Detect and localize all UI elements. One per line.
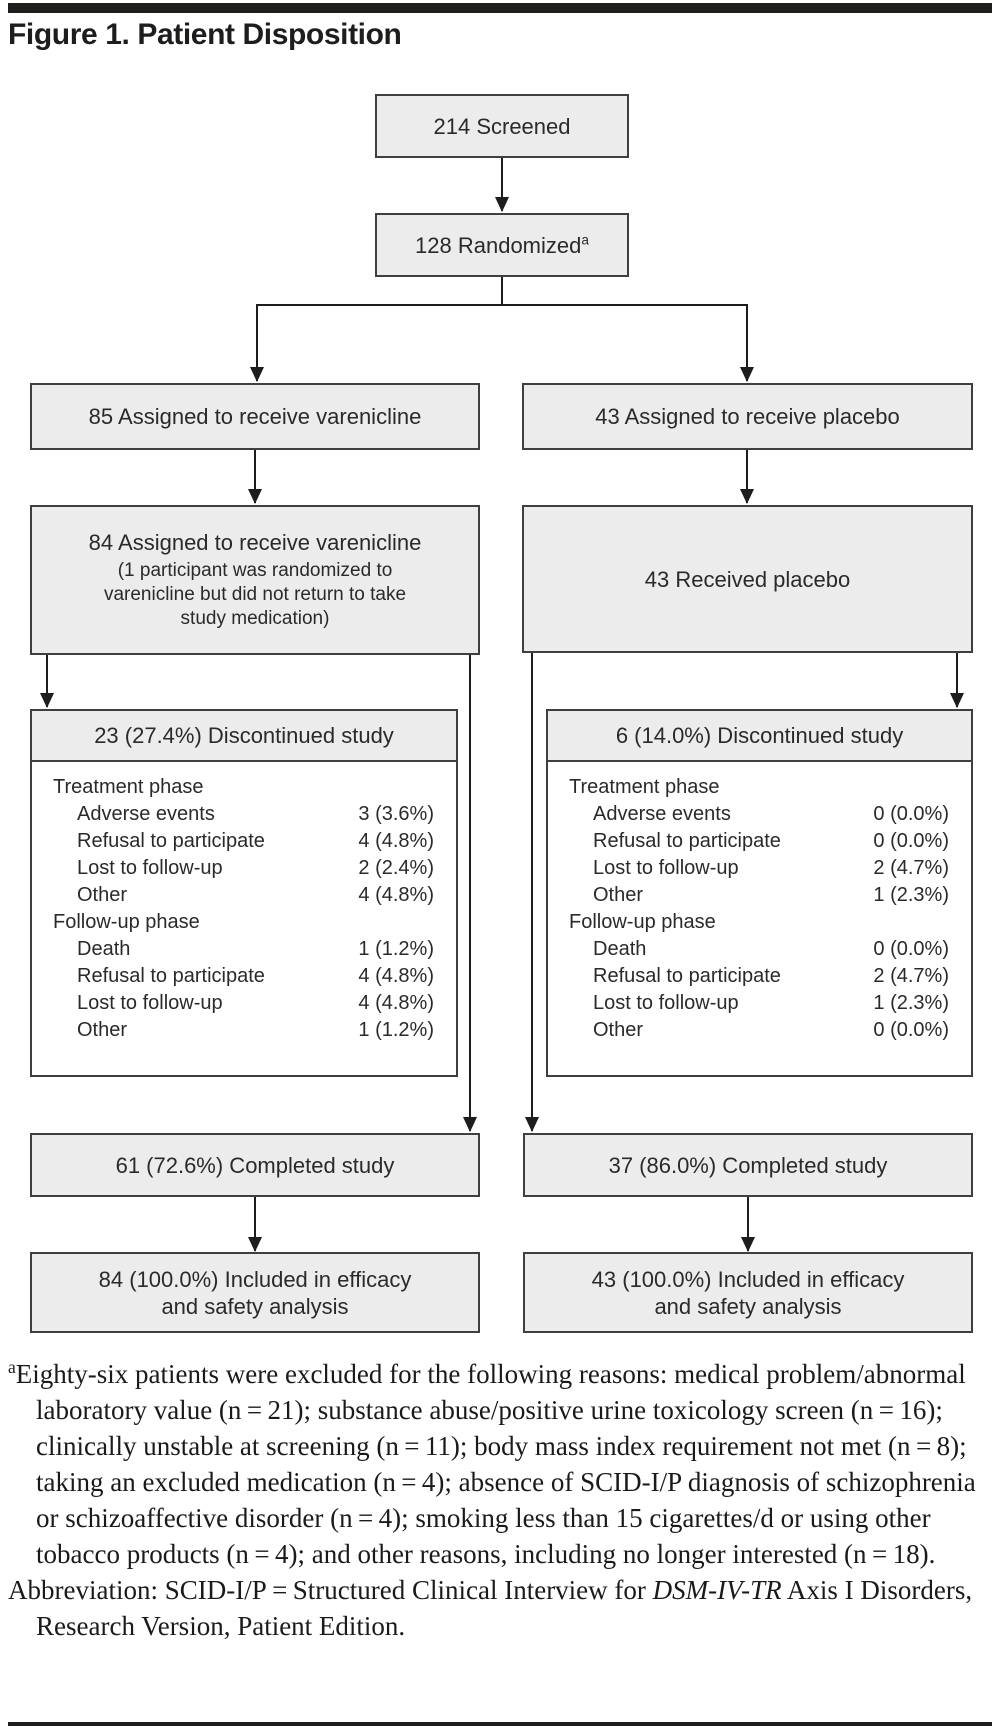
phase-label: Treatment phase bbox=[53, 776, 204, 798]
reason-value: 4 (4.8%) bbox=[358, 965, 434, 987]
reason-value: 0 (0.0%) bbox=[873, 938, 949, 960]
reason-row bbox=[53, 882, 434, 909]
randomized-text: 128 Randomized bbox=[415, 232, 582, 258]
connector-stem bbox=[501, 277, 503, 306]
footnote-text: Eighty-six patients were excluded for the following reasons: medical problem/abnormal laboratory value (n = 21); substance abuse/positive urine toxicology screen (n = 16); clinically unstable at screening (n = 11); body mass index requirement not met (n = 8); taking an excluded medication (n = 4); absence of SCID-I/P diagnosis of schizophrenia or schizoaffective disorder (n = 4); smoking less than 15 cigarettes/d or using other tobacco products (n = 4); and other reasons, including no longer interested (n = 18). bbox=[15, 1359, 976, 1569]
box-included-placebo-content bbox=[525, 1266, 971, 1320]
arrow-down-icon bbox=[746, 304, 748, 381]
reason-label: Refusal to participate bbox=[77, 830, 265, 852]
arrow-down-icon bbox=[501, 158, 503, 211]
footnote-abbreviation bbox=[8, 1572, 993, 1644]
box-randomized-label bbox=[377, 232, 627, 259]
reason-row bbox=[53, 936, 434, 963]
reason-value: 3 (3.6%) bbox=[358, 803, 434, 825]
reason-label: Death bbox=[77, 938, 131, 960]
phase-label: Follow-up phase bbox=[53, 911, 200, 933]
reason-label: Other bbox=[77, 1019, 128, 1041]
arrow-down-icon bbox=[469, 655, 471, 1131]
discontinued-varenicline-body bbox=[32, 762, 456, 1044]
figure-title: Figure 1. Patient Disposition bbox=[8, 18, 402, 51]
reason-row bbox=[53, 990, 434, 1017]
received-varenicline-note: (1 participant was randomized to varenicline but did not return to take study medication) bbox=[103, 560, 407, 629]
reason-value: 4 (4.8%) bbox=[358, 830, 434, 852]
box-randomized bbox=[375, 213, 629, 277]
reason-value: 2 (2.4%) bbox=[358, 857, 434, 879]
reason-label: Death bbox=[593, 938, 647, 960]
reason-row bbox=[569, 936, 949, 963]
reason-value: 2 (4.7%) bbox=[873, 965, 949, 987]
reason-label: Lost to follow-up bbox=[593, 992, 739, 1014]
arrow-down-icon bbox=[256, 304, 258, 381]
box-completed-varenicline bbox=[30, 1133, 480, 1197]
reason-label: Adverse events bbox=[77, 803, 215, 825]
reason-value: 0 (0.0%) bbox=[873, 1019, 949, 1041]
reason-label: Refusal to participate bbox=[593, 830, 781, 852]
discontinued-placebo-header: 6 (14.0%) Discontinued study bbox=[548, 711, 971, 762]
arrow-down-icon bbox=[46, 655, 48, 707]
reason-row bbox=[569, 882, 949, 909]
arrow-down-icon bbox=[254, 450, 256, 503]
arrow-down-icon bbox=[531, 653, 533, 1131]
abbreviation-prefix: Abbreviation: SCID-I/P = Structured Clinical Interview for bbox=[8, 1575, 653, 1605]
box-included-varenicline bbox=[30, 1252, 480, 1333]
reason-label: Other bbox=[77, 884, 128, 906]
box-included-placebo bbox=[523, 1252, 973, 1333]
arrow-down-icon bbox=[747, 1197, 749, 1251]
box-received-placebo-label: 43 Received placebo bbox=[644, 566, 851, 592]
discontinued-placebo-body bbox=[548, 762, 971, 1044]
phase-row bbox=[53, 909, 434, 936]
box-received-varenicline bbox=[30, 505, 480, 655]
arrow-down-icon bbox=[956, 653, 958, 707]
reason-value: 1 (2.3%) bbox=[873, 884, 949, 906]
top-rule bbox=[8, 3, 992, 13]
arrow-down-icon bbox=[746, 450, 748, 503]
abbreviation-italic: DSM-IV-TR bbox=[652, 1575, 782, 1605]
bottom-rule bbox=[8, 1722, 992, 1726]
reason-row bbox=[53, 855, 434, 882]
footnotes-block bbox=[8, 1356, 993, 1644]
box-completed-placebo-label: 37 (86.0%) Completed study bbox=[608, 1152, 888, 1178]
reason-row bbox=[569, 828, 949, 855]
reason-label: Other bbox=[593, 1019, 644, 1041]
reason-value: 0 (0.0%) bbox=[873, 830, 949, 852]
box-completed-varenicline-label: 61 (72.6%) Completed study bbox=[115, 1152, 395, 1178]
reason-row bbox=[569, 801, 949, 828]
reason-value: 1 (2.3%) bbox=[873, 992, 949, 1014]
footnote-marker-superscript: a bbox=[581, 232, 589, 248]
reason-value: 1 (1.2%) bbox=[358, 1019, 434, 1041]
box-assigned-varenicline bbox=[30, 383, 480, 450]
box-received-placebo bbox=[522, 505, 973, 653]
included-varenicline-line2: and safety analysis bbox=[161, 1293, 349, 1319]
connector-branch bbox=[256, 304, 748, 306]
reason-label: Lost to follow-up bbox=[593, 857, 739, 879]
box-included-varenicline-content bbox=[32, 1266, 478, 1320]
box-assigned-placebo-label: 43 Assigned to receive placebo bbox=[595, 404, 900, 429]
reason-value: 4 (4.8%) bbox=[358, 884, 434, 906]
arrow-down-icon bbox=[254, 1197, 256, 1251]
box-assigned-varenicline-label: 85 Assigned to receive varenicline bbox=[88, 404, 422, 429]
phase-row bbox=[569, 774, 949, 801]
footnote-exclusions bbox=[8, 1356, 993, 1572]
reason-value: 0 (0.0%) bbox=[873, 803, 949, 825]
reason-value: 1 (1.2%) bbox=[358, 938, 434, 960]
panel-discontinued-placebo bbox=[546, 709, 973, 1077]
footnote-marker: a bbox=[8, 1357, 16, 1377]
discontinued-varenicline-header: 23 (27.4%) Discontinued study bbox=[32, 711, 456, 762]
reason-row bbox=[53, 828, 434, 855]
abbreviation-suffix: Axis I Disorders, Research Version, Patient Edition. bbox=[36, 1575, 973, 1641]
reason-row bbox=[569, 1017, 949, 1044]
reason-label: Lost to follow-up bbox=[77, 992, 223, 1014]
phase-row bbox=[53, 774, 434, 801]
panel-discontinued-varenicline bbox=[30, 709, 458, 1077]
phase-label: Treatment phase bbox=[569, 776, 720, 798]
reason-label: Refusal to participate bbox=[77, 965, 265, 987]
reason-row bbox=[569, 990, 949, 1017]
reason-row bbox=[53, 801, 434, 828]
box-completed-placebo bbox=[523, 1133, 973, 1197]
box-assigned-placebo bbox=[522, 383, 973, 450]
reason-label: Refusal to participate bbox=[593, 965, 781, 987]
box-received-varenicline-content bbox=[32, 529, 478, 631]
reason-value: 2 (4.7%) bbox=[873, 857, 949, 879]
reason-value: 4 (4.8%) bbox=[358, 992, 434, 1014]
reason-row bbox=[53, 963, 434, 990]
phase-label: Follow-up phase bbox=[569, 911, 716, 933]
included-placebo-line2: and safety analysis bbox=[654, 1293, 842, 1319]
reason-label: Adverse events bbox=[593, 803, 731, 825]
reason-row bbox=[53, 1017, 434, 1044]
reason-label: Other bbox=[593, 884, 644, 906]
reason-label: Lost to follow-up bbox=[77, 857, 223, 879]
box-screened-label: 214 Screened bbox=[433, 113, 571, 139]
included-placebo-line1: 43 (100.0%) Included in efficacy bbox=[591, 1266, 905, 1292]
reason-row bbox=[569, 963, 949, 990]
phase-row bbox=[569, 909, 949, 936]
received-varenicline-line1: 84 Assigned to receive varenicline bbox=[88, 530, 422, 555]
reason-row bbox=[569, 855, 949, 882]
box-screened bbox=[375, 94, 629, 158]
included-varenicline-line1: 84 (100.0%) Included in efficacy bbox=[98, 1266, 412, 1292]
